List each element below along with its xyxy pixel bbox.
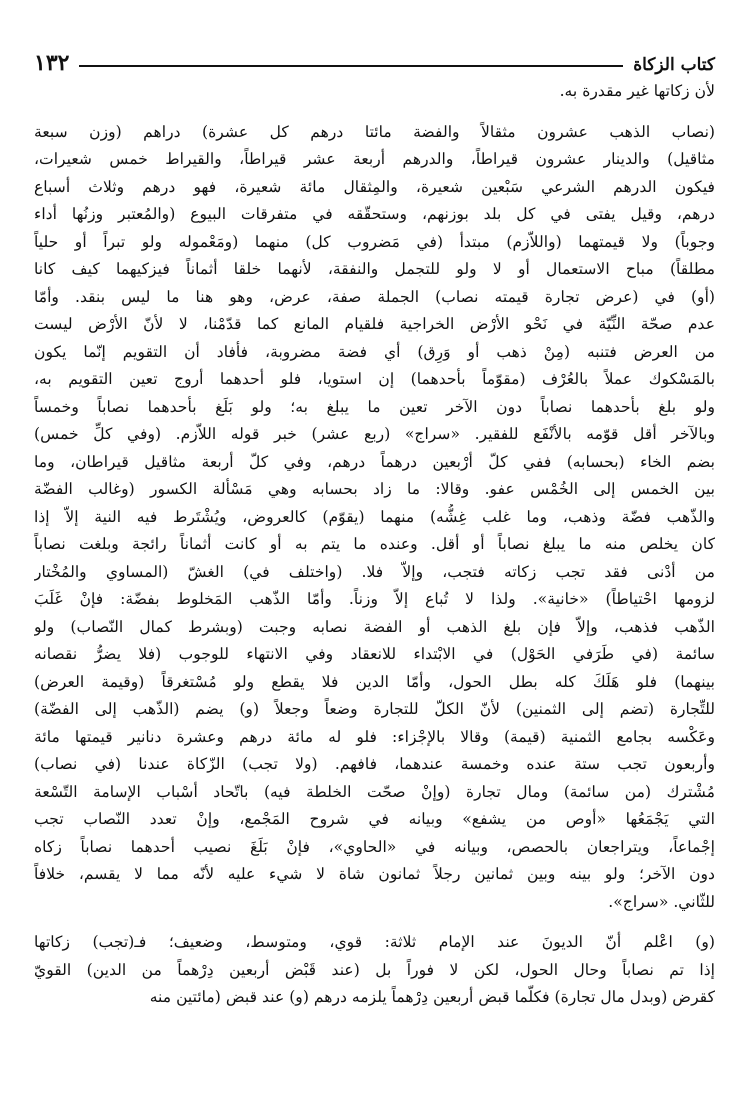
text-line: مُشْترك (من سائمة) ومال تجارة (وإنْ صحّت الخلطة فيه) باتّحاد أسْباب الإسامة التّسْعة [34, 782, 715, 801]
text-line: (و) اعْلم أنّ الديونَ عند الإمام ثلاثة: قوي، ومتوسط، وضعيف؛ فـ(تجب) زكاتها [34, 933, 715, 951]
text-line: وأربعون تجب ستة عنده وخمسة عندهما، فافهم. (ولا تجب) الزّكاة عندنا (في نصاب) [34, 755, 715, 773]
paragraph-gap [34, 106, 715, 119]
text-line: التي يَجْمَعُها «أوص من يشفع» وبيانه في شروح المَجْمع، وإنْ تعدد النّصاب تجب [34, 810, 715, 828]
text-line: سائمة (في طَرَفي الحَوْل) في الابْتداء للانعقاد وفي الانتهاء للوجوب (فلا يضرُّ نقصانه [34, 645, 715, 663]
text-line: (نصاب الذهب عشرون مثقالاً والفضة مائتا درهم كل عشرة) دراهم (وزن سبعة [34, 122, 715, 141]
text-line: وعَكْسه بجامع الثمنية (قيمة) وقالا بالإجْزاء: فلو له مائة درهم وعشرة دنانير قيمتها مائة [34, 727, 715, 746]
text-line: ولو بلغ بأحدهما نصاباً دون الآخر تعين ما يبلغ به؛ ولو بَلَغ بأحدهما نصاباً وخمساً [34, 397, 715, 416]
running-header [34, 40, 715, 74]
text-line: مطلقاً) مباح الاستعمال أو لا ولو للتجمل والنفقة، لأنهما خلقا أثماناً فيزكيهما كيف كانا [34, 260, 715, 278]
text-line: درهم، وقيل يفتى في كل بلد بوزنهم، وستحقّقه في متفرقات البيوع (والمُعتبر وزنُها أداء [34, 205, 715, 223]
paragraph [34, 78, 715, 106]
text-line: مثاقيل) والدينار عشرون قيراطاً، والدرهم أربعة عشر قيراطاً، والقيراط خمس شعيرات، [34, 150, 715, 168]
text-line: للثّاني. «سراج». [608, 892, 715, 911]
text-line: بضم الخاء (بحسابه) ففي كلّ أرْبعين درهماً درهم، وفي كلّ أربعة مثاقيل قيراطان، وما [34, 452, 715, 471]
paragraph-gap [34, 916, 715, 929]
text-line: للتِّجارة (تضم إلى الثمنين) لأنّ الكلّ للتجارة وضعاً وجعلاً (و) يضم (الذّهب إلى الفضّة) [34, 700, 715, 718]
text-line: إذا تم نصاباً وحال الحول، لكن لا فوراً بل (عند قَبْض أربعين دِرْهماً من الدين) القويّ [34, 960, 715, 979]
text-line: لأن زكاتها غير مقدرة به. [559, 82, 715, 100]
text-line: وجوباً) ولا قيمتهما (واللاّزم) مبتدأ (في مَضروب كل) منهما (ومَعْموله ولو تبراً أو حلياً [34, 232, 715, 251]
paragraph [34, 929, 715, 1012]
text-line: الذّهب فذهب، وإلاّ فإن بلغ الذهب أو الفضة نصابه وجبت (وبشرط كمال النّصاب) ولو [34, 617, 715, 636]
header-rule [79, 65, 623, 67]
text-line: عدم صحّة النِّيّة في نَحْو الأرْض الخراجية فلقيام المانع كما قدّمْنا، لا لأنّ الأرْض ليست [34, 315, 715, 333]
text-line: وبالآخر أقل قوّمه بالأنْفَع للفقير. «سراج» (ربع عشر) خبر قوله اللاّزم. (وفي كلِّ خمس) [34, 425, 715, 443]
text-line: بالمَسْكوك عملاً بالعُرْف (مقوّماً بأحدهما) إن استويا، فلو أحدهما أروج تعين التقويم به، [34, 370, 715, 388]
text-line: بين الخمس إلى الخُمْس عفو. وقالا: ما زاد بحسابه وهي مَسْألة الكسور (وغالب الفضّة [34, 480, 715, 498]
paragraph [34, 119, 715, 917]
page-body [34, 78, 715, 1012]
text-line: من العرض فتنبه (مِنْ ذهب أو وَرِق) أي فضة مضروبة، فأفاد أن التقويم إنّما يكون [34, 342, 715, 361]
text-line: لزومها احْتياطاً) «خانية». ولذا لا تُباع إلاّ وزناً. وأمّا الذّهب المَخلوط بفضّة: فإنْ غَلَبَ [34, 590, 715, 608]
text-line: إجْماعاً، ويتراجعان بالحصص، وبيانه في «الحاوي»، فإنْ بَلَغَ نصيب أحدهما نصاباً زكاه [34, 837, 715, 856]
page-number: ١٣٢ [34, 50, 70, 76]
text-line: دون الآخر؛ ولو بينه وبين ثمانين رجلاً ثمانون شاة لا شيء عليه لأنّه مما لا يقسم، خلافاً [34, 865, 715, 883]
running-title: كتاب الزكاة [633, 55, 715, 75]
text-line: كان يخلص منه ما يبلغ نصاباً أو أقل. وعنده ما يتم به أو كانت أثماناً رائجة وبلغت نصاباً [34, 535, 715, 553]
text-line: بينهما) فلو هَلَكَ كله بطل الحول، وأمّا الدين فلا يقطع ولو مُسْتغرقاً (وقيمة العرض) [34, 672, 715, 691]
text-line: والذّهب فضّة وذهب، وما غلب غِشُّه) منهما (يقوّم) كالعروض، ويُشْتَرط فيه النية إلاّ إذا [34, 507, 715, 526]
text-line: (أو) في (عرض تجارة قيمته نصاب) الجملة صفة، عرض، وهو هنا ما ليس بنقد. وأمّا [34, 287, 715, 306]
text-line: كقرض (وبدل مال تجارة) فكلّما قبض أربعين دِرْهماً يلزمه درهم (و) عند قبض (مائتين منه [149, 988, 715, 1006]
text-line: من أدْنى فقد تجب زكاته فتجب، وإلاّ فلا. (واختلف في) الغشّ (المساوي والمُخْتار [34, 562, 715, 581]
text-line: فيكون الدرهم الشرعي سَبْعين شعيرة، والمِثقال مائة شعيرة، فهو درهم وثلاث أسباع [34, 177, 715, 196]
